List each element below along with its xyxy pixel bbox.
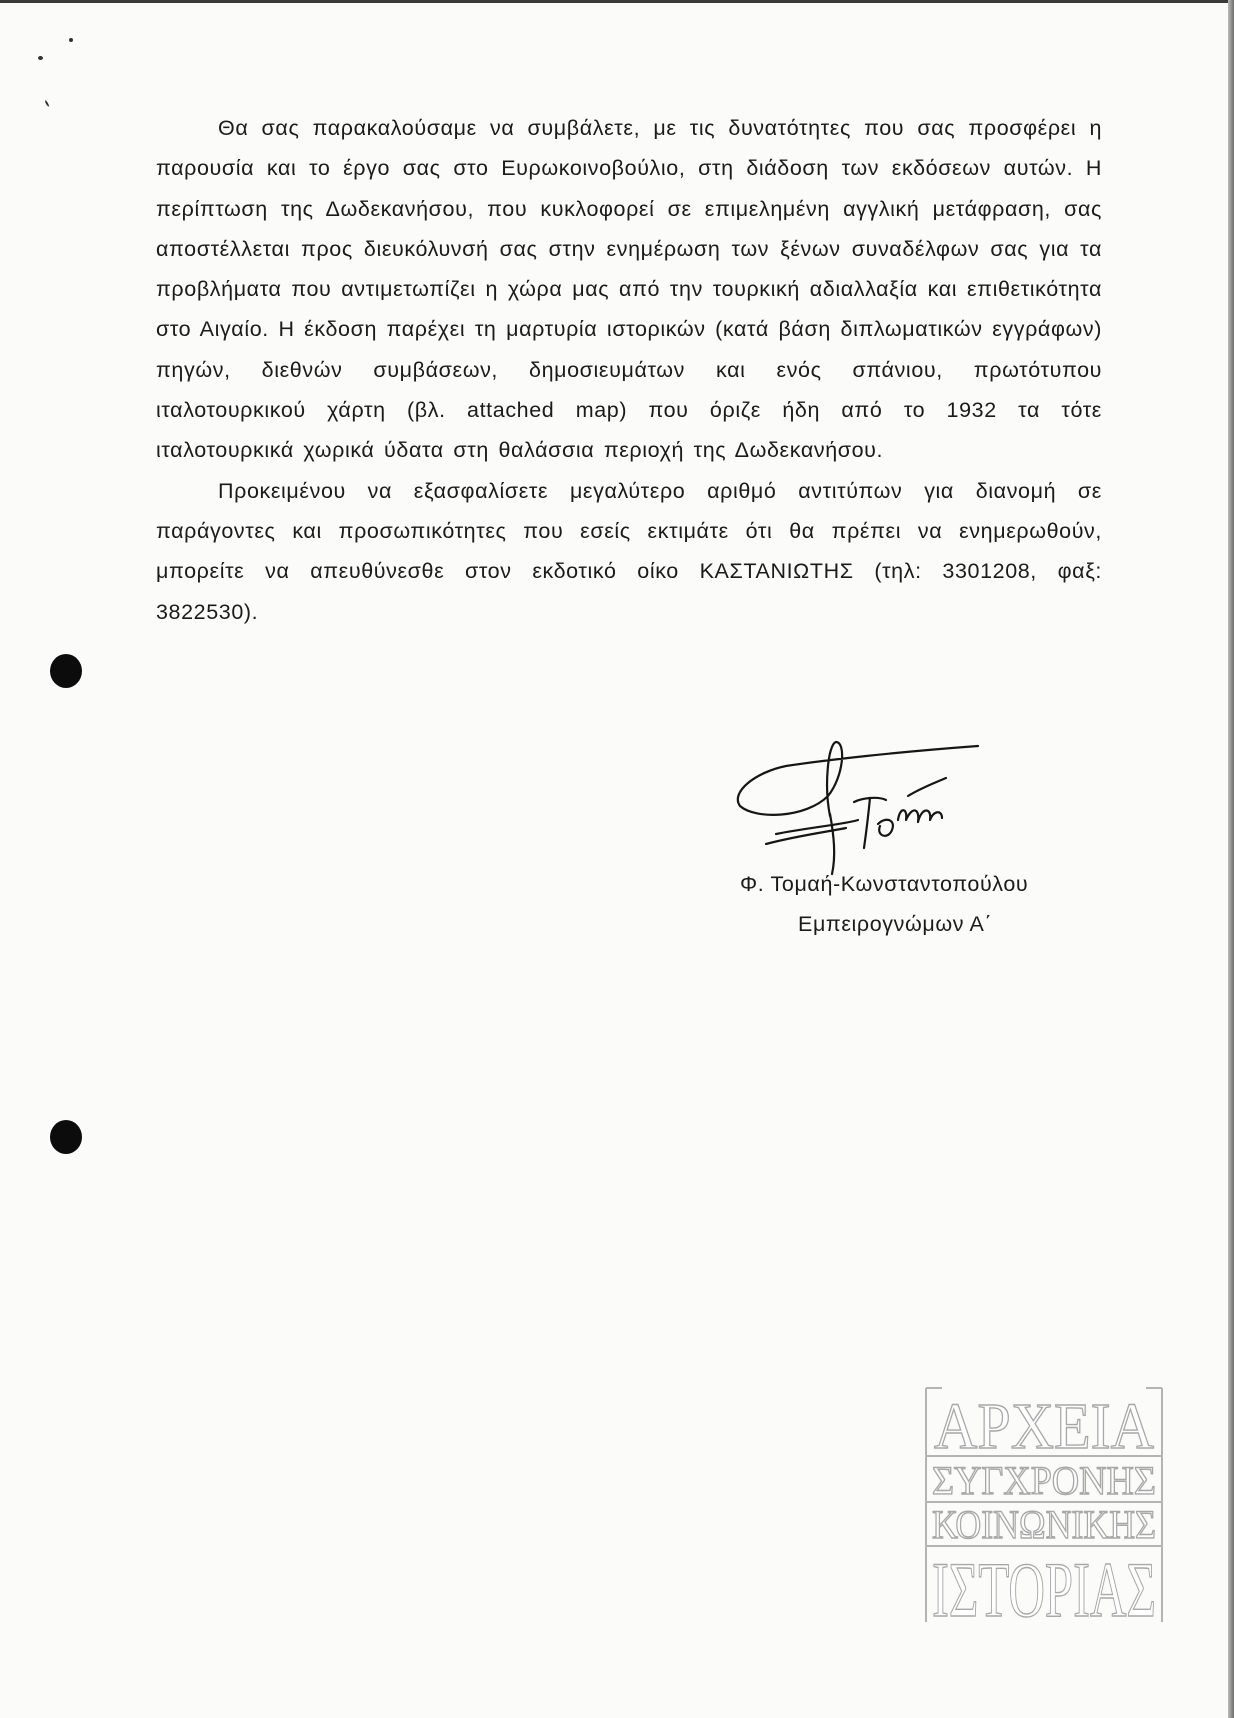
archive-stamp	[924, 1384, 1164, 1624]
scan-top-edge	[0, 0, 1234, 3]
scan-right-edge	[1228, 0, 1234, 1718]
stamp-line-1: ΑΡΧΕΙΑ	[934, 1390, 1155, 1463]
signer-name: Φ. Τομαή-Κωνσταντοπούλου	[740, 872, 1029, 896]
punch-hole-top	[50, 654, 82, 688]
handwritten-signature	[736, 736, 986, 876]
stamp-line-3: ΚΟΙΝΩΝΙΚΗΣ	[932, 1502, 1156, 1547]
stamp-line-2: ΣΥΓΧΡΟΝΗΣ	[932, 1458, 1156, 1503]
paragraph-1: Θα σας παρακαλούσαμε να συμβάλετε, με τις δυνατότητες που σας προσφέρει η παρουσία και το έργο σας στο Ευρωκοινοβούλιο, στη διάδοση των εκδόσεων αυτών. Η περίπτωση της Δωδεκανήσου, που κυκλοφορεί σε επιμελημένη αγγλική μετάφραση, σας αποστέλλεται προς διευκόλυνσή σας στην ενημέρωση των ξένων συναδέλφων σας για τα προβλήματα που αντιμετωπίζει η χώρα μας από την τουρκική αδιαλλαξία και επιθετικότητα στο Αιγαίο. Η έκδοση παρέχει τη μαρτυρία ιστορικών (κατά βάση διπλωματικών εγγράφων) πηγών, διεθνών συμβάσεων, δημοσιευμάτων και ενός σπάνιου, πρωτότυπου ιταλοτουρκικού χάρτη (βλ. attached map) που όριζε ήδη από το 1932 τα τότε ιταλοτουρκικά χωρικά ύδατα στη θαλάσσια περιοχή της Δωδεκανήσου.	[156, 116, 1102, 463]
signature-handwritten-text: Τομαή	[736, 736, 739, 737]
letter-body	[156, 108, 1102, 632]
stamp-line-4: ΙΣΤΟΡΙΑΣ	[932, 1546, 1156, 1624]
paragraph-2: Προκειμένου να εξασφαλίσετε μεγαλύτερο αριθμό αντιτύπων για διανομή σε παράγοντες και προσωπικότητες που εσείς εκτιμάτε ότι θα πρέπει να ενημερωθούν, μπορείτε να απευθύνεσθε στον εκδοτικό οίκο ΚΑΣΤΑΝΙΩΤΗΣ (τηλ: 3301208, φαξ: 3822530).	[156, 478, 1102, 624]
punch-hole-bottom	[50, 1120, 82, 1154]
signer-title: Εμπειρογνώμων Α΄	[798, 912, 993, 936]
